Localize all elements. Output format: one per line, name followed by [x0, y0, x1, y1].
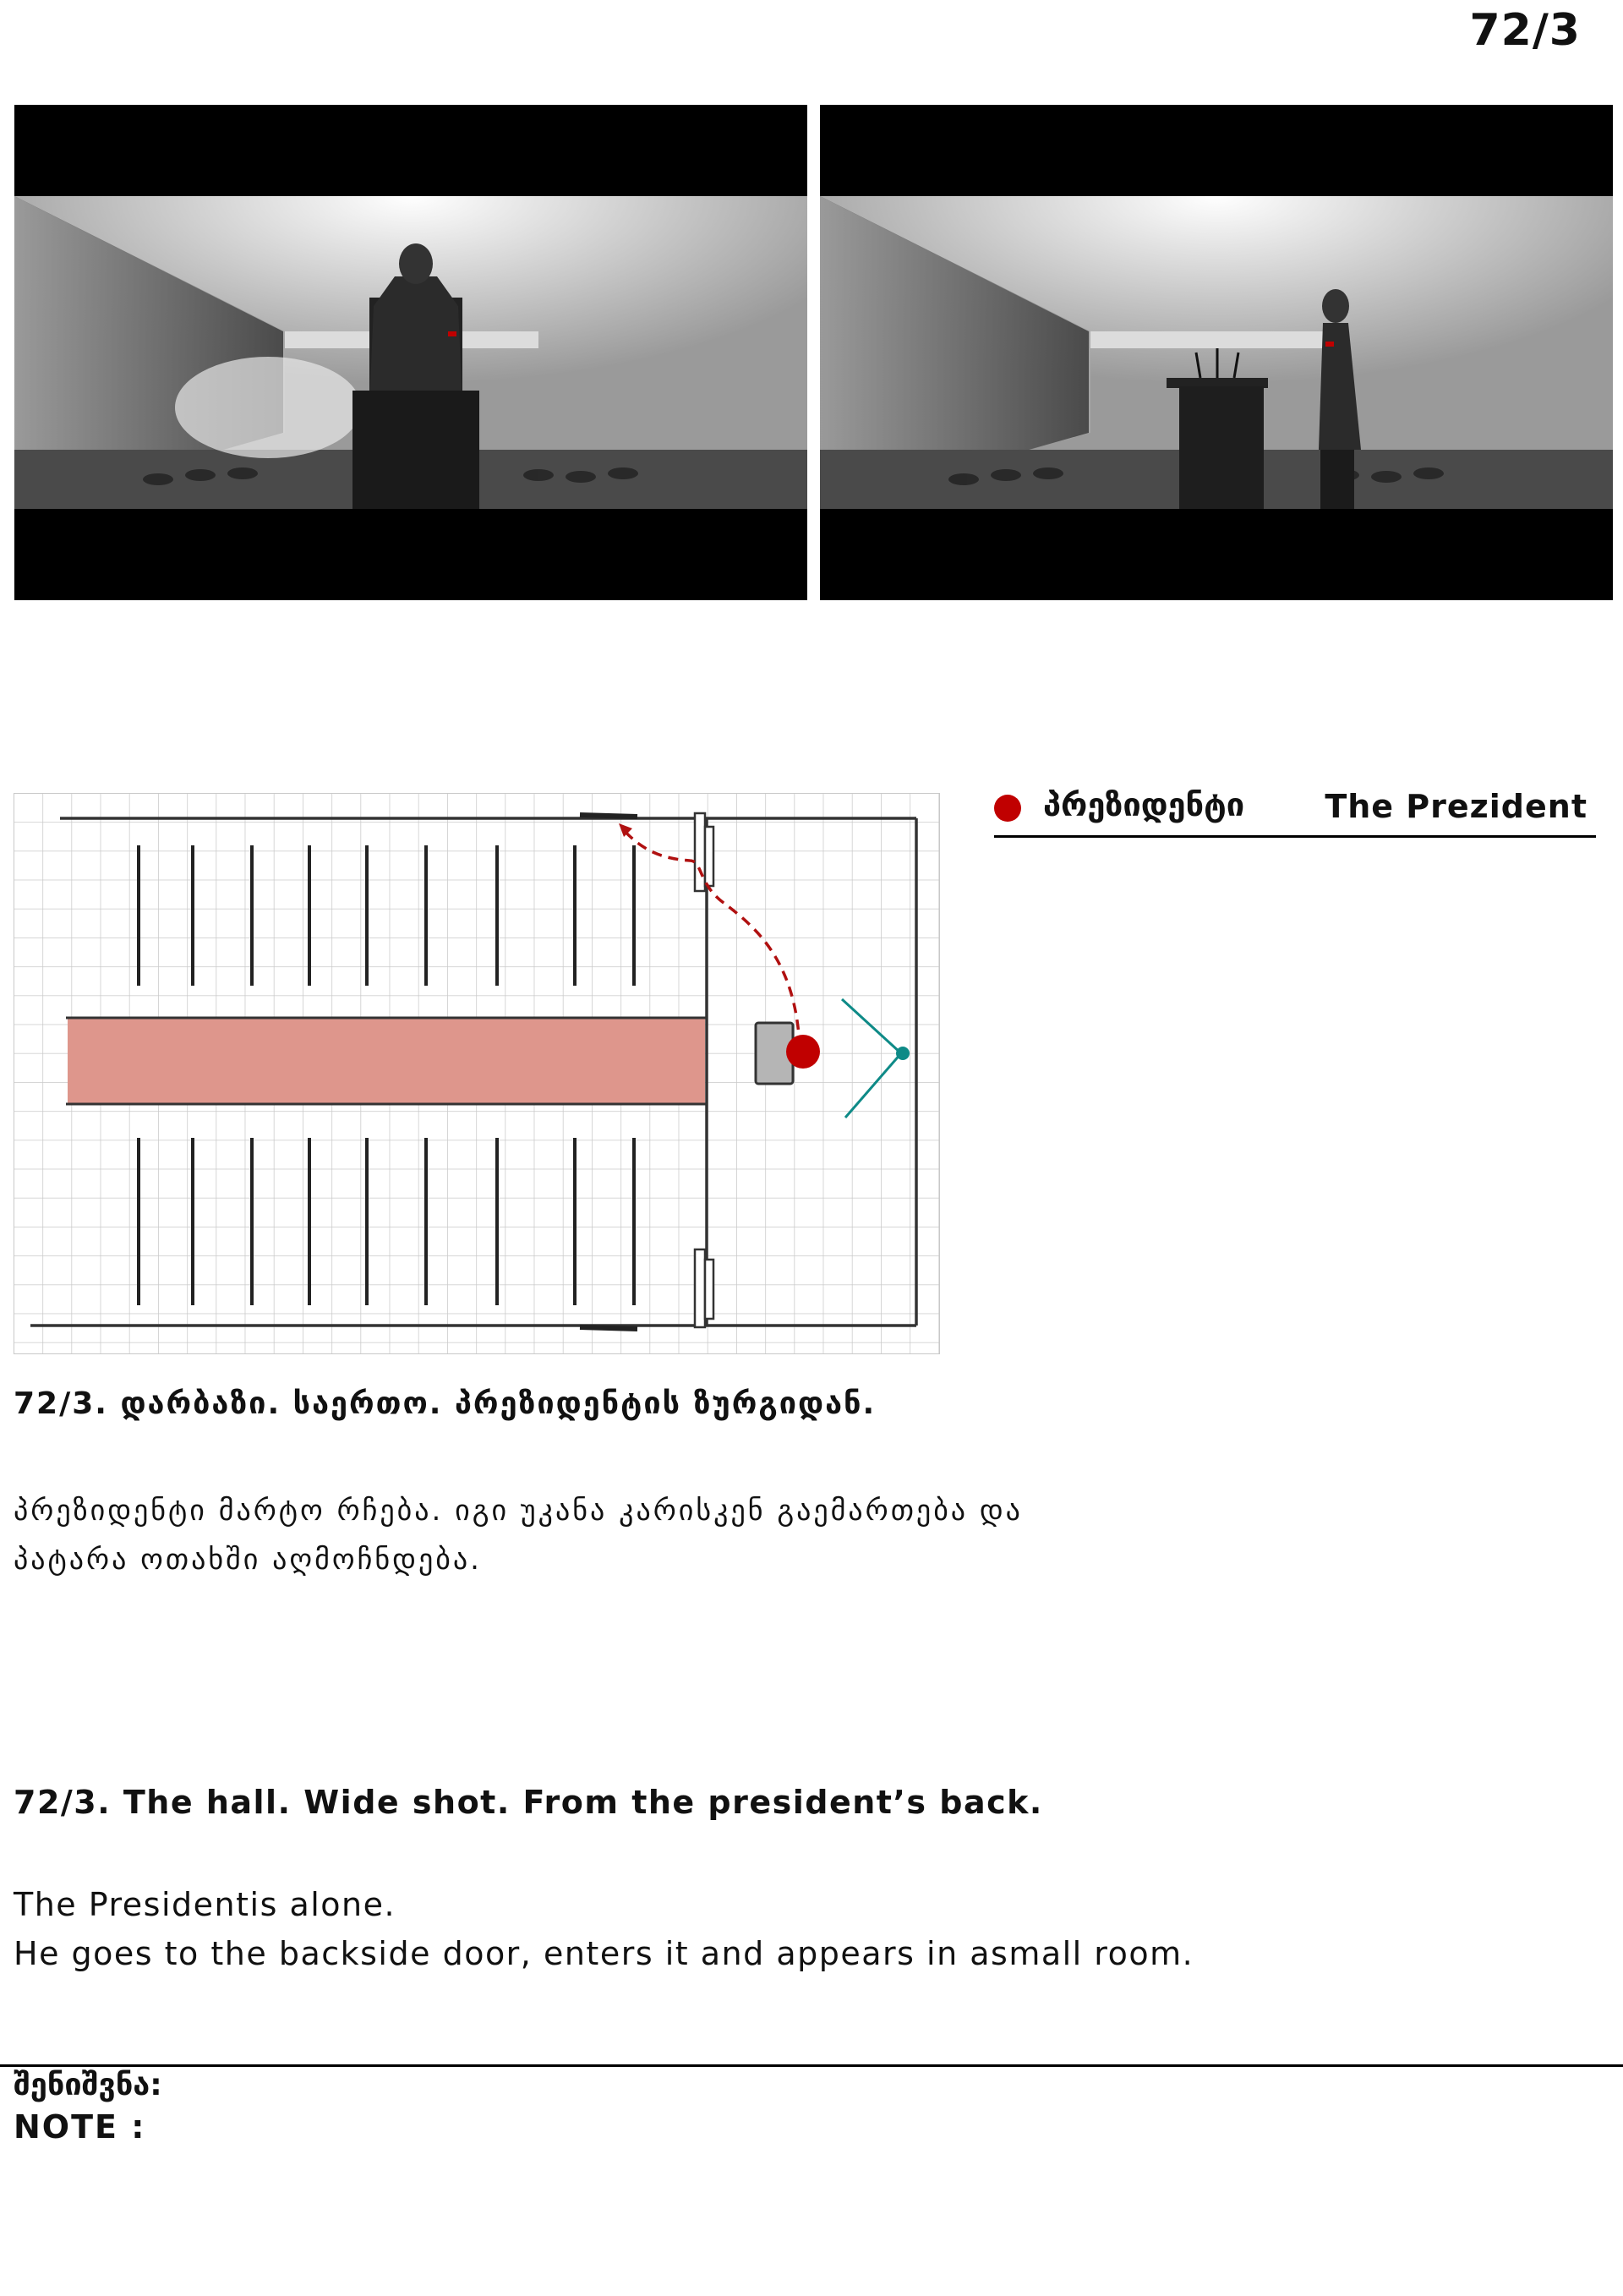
president-marker: [786, 1035, 820, 1069]
scene-body-ka: [14, 1486, 1023, 1584]
scene-body-en: [14, 1880, 1194, 1978]
legend: [994, 786, 1596, 838]
frame-2-sketch: [820, 196, 1613, 509]
legend-label-en: The Prezident: [1325, 788, 1587, 825]
scene-heading-en: 72/3. The hall. Wide shot. From the president’s back.: [14, 1784, 1043, 1821]
scene-body-ka-line-2: პატარა ოთახში აღმოჩნდება.: [14, 1543, 482, 1577]
floor-plan-diagram: [14, 793, 940, 1354]
note-divider: [0, 2064, 1623, 2067]
frame-1-sketch: [14, 196, 807, 509]
legend-label-ka: პრეზიდენტი: [1043, 786, 1245, 823]
legend-marker-icon: [994, 795, 1021, 822]
camera-position: [896, 1047, 910, 1060]
note-label-en: NOTE :: [14, 2108, 146, 2146]
scene-body-en-line-1: The Presidentis alone.: [14, 1886, 396, 1923]
scene-body-en-line-2: He goes to the backside door, enters it and appears in asmall room.: [14, 1935, 1194, 1972]
storyboard-frame-2: [820, 105, 1613, 600]
scene-body-ka-line-1: პრეზიდენტი მარტო რჩება. იგი უკანა კარისკენ გაემართება და: [14, 1494, 1023, 1528]
scene-heading-ka: 72/3. დარბაზი. საერთო. პრეზიდენტის ზურგიდან.: [14, 1386, 877, 1421]
storyboard-frame-1: [14, 105, 807, 600]
note-label-ka: შენიშვნა:: [14, 2068, 162, 2102]
carpet-aisle: [68, 1018, 705, 1104]
page-number: 72/3: [1469, 5, 1581, 56]
